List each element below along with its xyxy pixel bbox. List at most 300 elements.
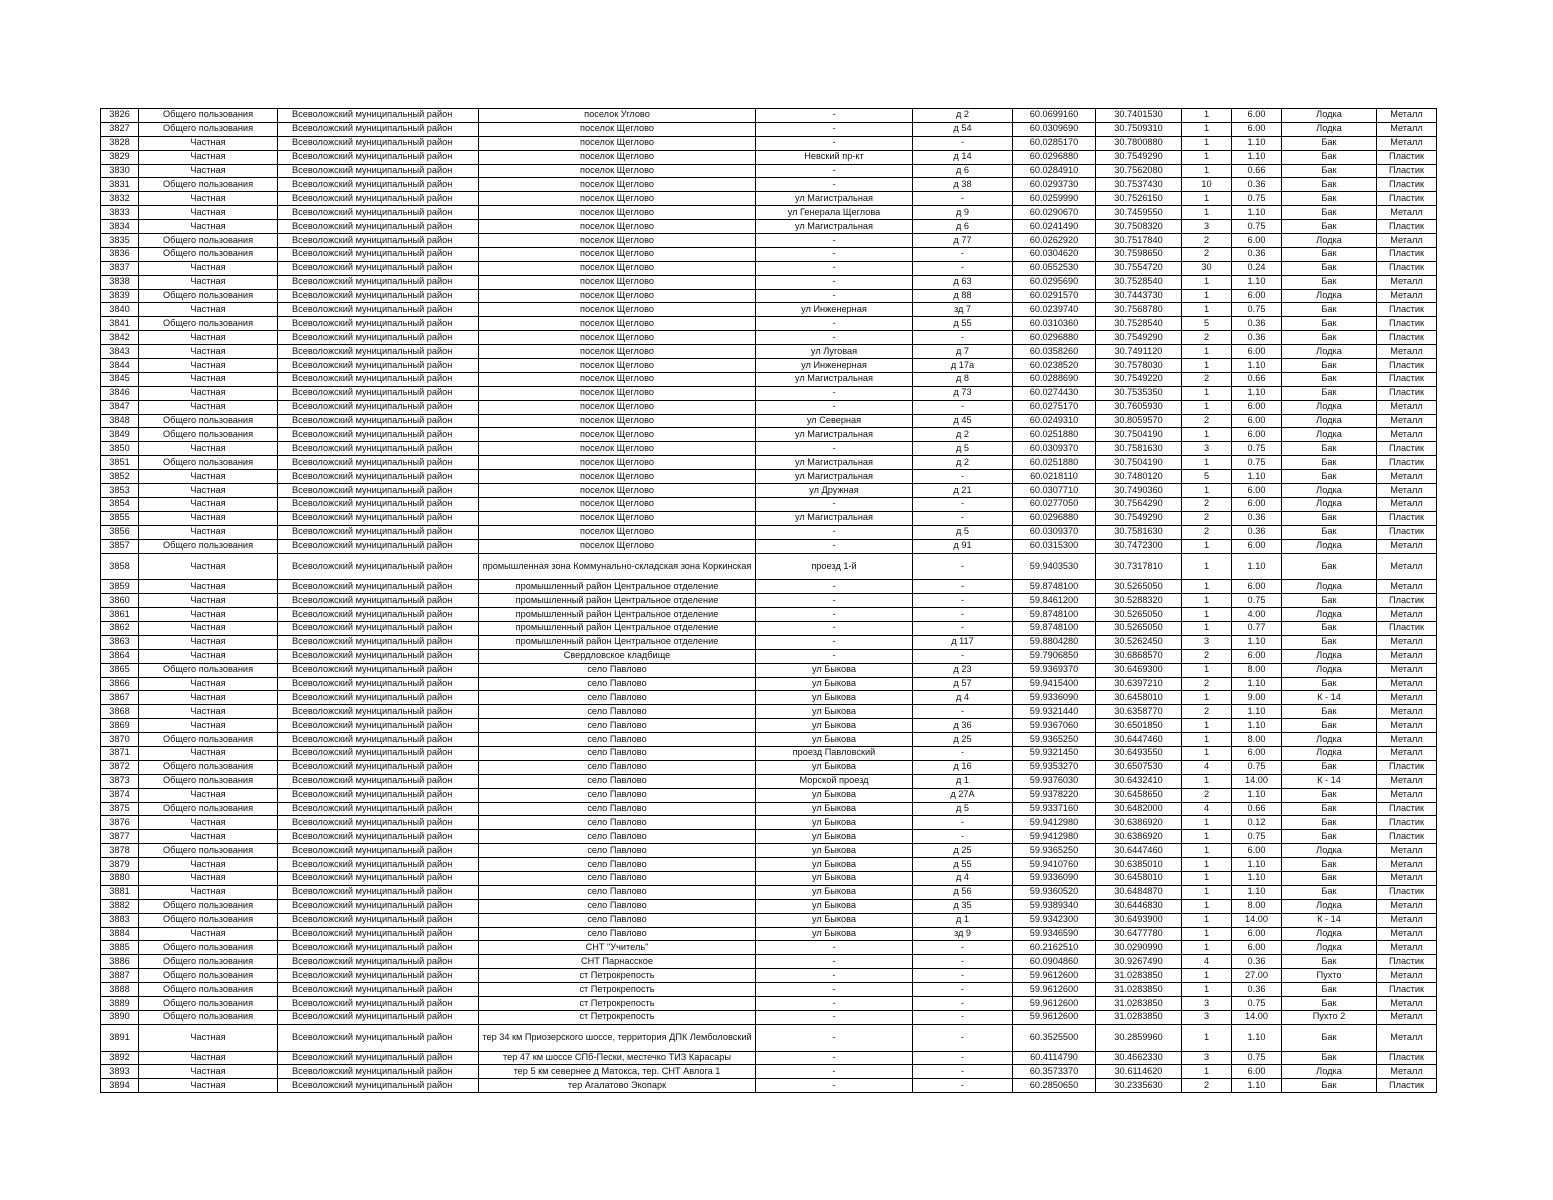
cell-id: 3882 — [101, 899, 139, 913]
cell-lat: 60.2850650 — [1013, 1079, 1096, 1093]
cell-count: 1 — [1182, 621, 1232, 635]
cell-street: ул Инженерная — [756, 303, 913, 317]
cell-count: 1 — [1182, 122, 1232, 136]
cell-lon: 30.7504190 — [1096, 456, 1182, 470]
cell-lat: 60.0275170 — [1013, 400, 1096, 414]
cell-lon: 30.7581630 — [1096, 442, 1182, 456]
cell-lat: 59.9367060 — [1013, 719, 1096, 733]
cell-street: ул Магистральная — [756, 428, 913, 442]
cell-count: 2 — [1182, 414, 1232, 428]
cell-district: Всеволожский муниципальный район — [278, 858, 479, 872]
cell-locality: Свердловское кладбище — [479, 649, 756, 663]
table-row — [101, 359, 1437, 373]
cell-volume: 0.77 — [1232, 621, 1282, 635]
cell-district: Всеволожский муниципальный район — [278, 872, 479, 886]
cell-container: Бак — [1282, 220, 1377, 234]
table-row — [101, 470, 1437, 484]
cell-count: 2 — [1182, 788, 1232, 802]
cell-district: Всеволожский муниципальный район — [278, 719, 479, 733]
cell-street: ул Быкова — [756, 885, 913, 899]
cell-street: ул Быкова — [756, 677, 913, 691]
table-row — [101, 816, 1437, 830]
table-row — [101, 705, 1437, 719]
cell-access: Частная — [139, 816, 278, 830]
cell-lon: 30.7480120 — [1096, 470, 1182, 484]
cell-lat: 60.4114790 — [1013, 1051, 1096, 1065]
cell-lat: 59.9612600 — [1013, 997, 1096, 1011]
cell-house: д 5 — [913, 525, 1013, 539]
cell-access: Общего пользования — [139, 178, 278, 192]
cell-volume: 1.10 — [1232, 470, 1282, 484]
cell-access: Частная — [139, 705, 278, 719]
cell-material: Металл — [1377, 774, 1437, 788]
cell-house: - — [913, 580, 1013, 594]
cell-access: Частная — [139, 372, 278, 386]
table-row — [101, 234, 1437, 248]
cell-street: ул Быкова — [756, 802, 913, 816]
cell-count: 1 — [1182, 663, 1232, 677]
cell-district: Всеволожский муниципальный район — [278, 442, 479, 456]
cell-house: д 16 — [913, 760, 1013, 774]
cell-house: - — [913, 553, 1013, 580]
cell-id: 3849 — [101, 428, 139, 442]
cell-container: Лодка — [1282, 649, 1377, 663]
cell-lat: 60.0293730 — [1013, 178, 1096, 192]
cell-volume: 0.36 — [1232, 983, 1282, 997]
cell-container: Лодка — [1282, 733, 1377, 747]
cell-material: Металл — [1377, 1024, 1437, 1051]
cell-access: Общего пользования — [139, 969, 278, 983]
cell-material: Пластик — [1377, 621, 1437, 635]
cell-access: Общего пользования — [139, 539, 278, 553]
cell-lat: 59.9612600 — [1013, 1010, 1096, 1024]
table-row — [101, 677, 1437, 691]
cell-id: 3892 — [101, 1051, 139, 1065]
cell-container: Бак — [1282, 303, 1377, 317]
cell-lat: 60.0274430 — [1013, 386, 1096, 400]
cell-house: д 38 — [913, 178, 1013, 192]
cell-count: 1 — [1182, 580, 1232, 594]
cell-count: 1 — [1182, 303, 1232, 317]
cell-container: Бак — [1282, 470, 1377, 484]
cell-id: 3836 — [101, 247, 139, 261]
cell-material: Пластик — [1377, 816, 1437, 830]
cell-lat: 59.8804280 — [1013, 635, 1096, 649]
cell-district: Всеволожский муниципальный район — [278, 705, 479, 719]
table-row — [101, 899, 1437, 913]
cell-district: Всеволожский муниципальный район — [278, 899, 479, 913]
cell-lat: 59.9389340 — [1013, 899, 1096, 913]
cell-material: Металл — [1377, 275, 1437, 289]
cell-street: - — [756, 941, 913, 955]
cell-id: 3844 — [101, 359, 139, 373]
cell-count: 1 — [1182, 192, 1232, 206]
cell-material: Металл — [1377, 484, 1437, 498]
cell-locality: село Павлово — [479, 830, 756, 844]
cell-locality: поселок Щеглово — [479, 150, 756, 164]
cell-locality: поселок Щеглово — [479, 261, 756, 275]
table-row — [101, 192, 1437, 206]
table-row — [101, 497, 1437, 511]
cell-street: ул Быкова — [756, 788, 913, 802]
cell-lat: 59.8748100 — [1013, 608, 1096, 622]
cell-street: - — [756, 386, 913, 400]
cell-lat: 60.0309370 — [1013, 442, 1096, 456]
cell-count: 1 — [1182, 594, 1232, 608]
cell-street: - — [756, 497, 913, 511]
cell-house: д 1 — [913, 913, 1013, 927]
cell-material: Пластик — [1377, 150, 1437, 164]
cell-lon: 30.7472300 — [1096, 539, 1182, 553]
cell-count: 3 — [1182, 1010, 1232, 1024]
cell-house: - — [913, 941, 1013, 955]
cell-lat: 59.9336090 — [1013, 872, 1096, 886]
cell-street: ул Луговая — [756, 345, 913, 359]
cell-volume: 9.00 — [1232, 691, 1282, 705]
cell-access: Частная — [139, 858, 278, 872]
cell-material: Пластик — [1377, 594, 1437, 608]
cell-locality: тер Агалатово Экопарк — [479, 1079, 756, 1093]
cell-container: Бак — [1282, 386, 1377, 400]
cell-volume: 6.00 — [1232, 539, 1282, 553]
cell-id: 3893 — [101, 1065, 139, 1079]
table-row — [101, 649, 1437, 663]
table-row — [101, 150, 1437, 164]
cell-material: Пластик — [1377, 456, 1437, 470]
cell-container: Пухто — [1282, 969, 1377, 983]
table-row — [101, 275, 1437, 289]
table-row — [101, 983, 1437, 997]
cell-access: Общего пользования — [139, 109, 278, 123]
table-row — [101, 164, 1437, 178]
cell-district: Всеволожский муниципальный район — [278, 969, 479, 983]
cell-access: Частная — [139, 164, 278, 178]
cell-access: Частная — [139, 885, 278, 899]
cell-container: Бак — [1282, 816, 1377, 830]
cell-lon: 30.7598650 — [1096, 247, 1182, 261]
cell-access: Частная — [139, 303, 278, 317]
table-row — [101, 539, 1437, 553]
cell-container: Бак — [1282, 760, 1377, 774]
table-row — [101, 760, 1437, 774]
cell-lon: 30.5265050 — [1096, 580, 1182, 594]
cell-lat: 60.0241490 — [1013, 220, 1096, 234]
cell-district: Всеволожский муниципальный район — [278, 553, 479, 580]
cell-lat: 60.0295690 — [1013, 275, 1096, 289]
cell-lon: 30.7459550 — [1096, 206, 1182, 220]
cell-district: Всеволожский муниципальный район — [278, 150, 479, 164]
cell-locality: село Павлово — [479, 844, 756, 858]
cell-lat: 60.0309370 — [1013, 525, 1096, 539]
cell-count: 1 — [1182, 275, 1232, 289]
table-row — [101, 691, 1437, 705]
cell-access: Общего пользования — [139, 983, 278, 997]
cell-access: Частная — [139, 511, 278, 525]
cell-id: 3876 — [101, 816, 139, 830]
cell-district: Всеволожский муниципальный район — [278, 663, 479, 677]
cell-volume: 1.10 — [1232, 788, 1282, 802]
cell-count: 4 — [1182, 760, 1232, 774]
cell-material: Пластик — [1377, 442, 1437, 456]
cell-lat: 59.8748100 — [1013, 621, 1096, 635]
cell-house: - — [913, 969, 1013, 983]
cell-district: Всеволожский муниципальный район — [278, 317, 479, 331]
cell-district: Всеволожский муниципальный район — [278, 885, 479, 899]
cell-street: ул Быкова — [756, 927, 913, 941]
cell-street: ул Магистральная — [756, 192, 913, 206]
cell-id: 3877 — [101, 830, 139, 844]
cell-count: 1 — [1182, 733, 1232, 747]
cell-district: Всеволожский муниципальный район — [278, 1079, 479, 1093]
cell-id: 3834 — [101, 220, 139, 234]
cell-material: Пластик — [1377, 955, 1437, 969]
cell-lat: 59.9412980 — [1013, 816, 1096, 830]
cell-house: д 4 — [913, 872, 1013, 886]
cell-container: Лодка — [1282, 345, 1377, 359]
cell-volume: 1.10 — [1232, 635, 1282, 649]
cell-district: Всеволожский муниципальный район — [278, 136, 479, 150]
cell-access: Общего пользования — [139, 760, 278, 774]
cell-lat: 60.0239740 — [1013, 303, 1096, 317]
cell-house: - — [913, 470, 1013, 484]
cell-container: Бак — [1282, 331, 1377, 345]
cell-district: Всеволожский муниципальный район — [278, 788, 479, 802]
cell-lon: 30.7535350 — [1096, 386, 1182, 400]
cell-count: 10 — [1182, 178, 1232, 192]
cell-district: Всеволожский муниципальный район — [278, 428, 479, 442]
cell-house: д 88 — [913, 289, 1013, 303]
cell-locality: село Павлово — [479, 913, 756, 927]
cell-material: Металл — [1377, 844, 1437, 858]
cell-lon: 30.7317810 — [1096, 553, 1182, 580]
cell-container: К - 14 — [1282, 691, 1377, 705]
cell-count: 5 — [1182, 470, 1232, 484]
cell-material: Металл — [1377, 788, 1437, 802]
cell-lat: 60.0296880 — [1013, 511, 1096, 525]
cell-id: 3828 — [101, 136, 139, 150]
cell-container: Лодка — [1282, 663, 1377, 677]
cell-count: 1 — [1182, 899, 1232, 913]
cell-locality: село Павлово — [479, 788, 756, 802]
cell-lat: 60.0307710 — [1013, 484, 1096, 498]
cell-id: 3869 — [101, 719, 139, 733]
cell-house: д 27А — [913, 788, 1013, 802]
cell-container: Лодка — [1282, 1065, 1377, 1079]
cell-street: ул Северная — [756, 414, 913, 428]
table-row — [101, 608, 1437, 622]
cell-material: Пластик — [1377, 525, 1437, 539]
cell-lat: 59.7906850 — [1013, 649, 1096, 663]
cell-lat: 60.0277050 — [1013, 497, 1096, 511]
cell-count: 5 — [1182, 317, 1232, 331]
cell-lon: 30.6446830 — [1096, 899, 1182, 913]
cell-locality: село Павлово — [479, 927, 756, 941]
cell-lon: 31.0283850 — [1096, 997, 1182, 1011]
cell-lon: 30.7528540 — [1096, 275, 1182, 289]
cell-material: Пластик — [1377, 372, 1437, 386]
cell-access: Частная — [139, 470, 278, 484]
cell-street: - — [756, 608, 913, 622]
cell-access: Частная — [139, 691, 278, 705]
cell-id: 3847 — [101, 400, 139, 414]
cell-count: 1 — [1182, 608, 1232, 622]
cell-container: Лодка — [1282, 608, 1377, 622]
cell-material: Пластик — [1377, 192, 1437, 206]
cell-volume: 0.75 — [1232, 997, 1282, 1011]
cell-container: Бак — [1282, 247, 1377, 261]
cell-house: д 77 — [913, 234, 1013, 248]
cell-volume: 0.36 — [1232, 247, 1282, 261]
cell-id: 3873 — [101, 774, 139, 788]
cell-district: Всеволожский муниципальный район — [278, 414, 479, 428]
cell-material: Металл — [1377, 691, 1437, 705]
cell-house: д 55 — [913, 858, 1013, 872]
cell-container: Бак — [1282, 1051, 1377, 1065]
cell-count: 1 — [1182, 400, 1232, 414]
cell-lat: 59.9410760 — [1013, 858, 1096, 872]
cell-lon: 30.6493550 — [1096, 746, 1182, 760]
cell-volume: 6.00 — [1232, 484, 1282, 498]
cell-district: Всеволожский муниципальный район — [278, 525, 479, 539]
cell-street: - — [756, 261, 913, 275]
cell-lat: 60.0218110 — [1013, 470, 1096, 484]
cell-material: Металл — [1377, 997, 1437, 1011]
cell-access: Частная — [139, 261, 278, 275]
cell-material: Металл — [1377, 470, 1437, 484]
cell-locality: поселок Щеглово — [479, 484, 756, 498]
cell-house: д 91 — [913, 539, 1013, 553]
cell-lat: 60.0251880 — [1013, 456, 1096, 470]
cell-volume: 6.00 — [1232, 122, 1282, 136]
cell-access: Частная — [139, 442, 278, 456]
cell-locality: промышленный район Центральное отделение — [479, 621, 756, 635]
cell-id: 3846 — [101, 386, 139, 400]
cell-lat: 59.9365250 — [1013, 733, 1096, 747]
cell-lon: 30.6397210 — [1096, 677, 1182, 691]
cell-count: 3 — [1182, 442, 1232, 456]
cell-house: - — [913, 594, 1013, 608]
cell-lon: 30.7568780 — [1096, 303, 1182, 317]
cell-house: д 36 — [913, 719, 1013, 733]
cell-id: 3879 — [101, 858, 139, 872]
cell-volume: 6.00 — [1232, 289, 1282, 303]
cell-street: ул Магистральная — [756, 511, 913, 525]
cell-lon: 30.5262450 — [1096, 635, 1182, 649]
cell-locality: поселок Щеглово — [479, 359, 756, 373]
cell-locality: поселок Щеглово — [479, 122, 756, 136]
table-row — [101, 719, 1437, 733]
cell-locality: село Павлово — [479, 774, 756, 788]
table-row — [101, 1051, 1437, 1065]
cell-id: 3878 — [101, 844, 139, 858]
table-row — [101, 206, 1437, 220]
cell-lon: 30.7509310 — [1096, 122, 1182, 136]
cell-lat: 60.0904860 — [1013, 955, 1096, 969]
cell-district: Всеволожский муниципальный район — [278, 109, 479, 123]
cell-material: Металл — [1377, 289, 1437, 303]
cell-street: - — [756, 635, 913, 649]
cell-street: - — [756, 525, 913, 539]
cell-volume: 0.12 — [1232, 816, 1282, 830]
cell-district: Всеволожский муниципальный район — [278, 1065, 479, 1079]
cell-house: - — [913, 136, 1013, 150]
cell-street: - — [756, 1065, 913, 1079]
cell-locality: поселок Щеглово — [479, 317, 756, 331]
cell-district: Всеволожский муниципальный район — [278, 580, 479, 594]
cell-locality: поселок Щеглово — [479, 178, 756, 192]
cell-district: Всеволожский муниципальный район — [278, 303, 479, 317]
cell-material: Металл — [1377, 969, 1437, 983]
cell-street: проезд 1-й — [756, 553, 913, 580]
table-row — [101, 997, 1437, 1011]
cell-lon: 30.7549290 — [1096, 331, 1182, 345]
cell-district: Всеволожский муниципальный район — [278, 760, 479, 774]
cell-district: Всеволожский муниципальный район — [278, 192, 479, 206]
cell-count: 1 — [1182, 830, 1232, 844]
cell-material: Пластик — [1377, 760, 1437, 774]
cell-container: Бак — [1282, 983, 1377, 997]
cell-container: Бак — [1282, 802, 1377, 816]
cell-house: д 25 — [913, 733, 1013, 747]
cell-access: Общего пользования — [139, 428, 278, 442]
cell-street: ул Генерала Щеглова — [756, 206, 913, 220]
cell-id: 3837 — [101, 261, 139, 275]
cell-volume: 1.10 — [1232, 1079, 1282, 1093]
cell-lat: 59.9346590 — [1013, 927, 1096, 941]
cell-district: Всеволожский муниципальный район — [278, 345, 479, 359]
cell-id: 3861 — [101, 608, 139, 622]
cell-locality: промышленный район Центральное отделение — [479, 635, 756, 649]
cell-street: ул Инженерная — [756, 359, 913, 373]
cell-lon: 30.6432410 — [1096, 774, 1182, 788]
cell-volume: 1.10 — [1232, 359, 1282, 373]
cell-access: Общего пользования — [139, 802, 278, 816]
cell-material: Металл — [1377, 719, 1437, 733]
cell-container: Бак — [1282, 359, 1377, 373]
cell-district: Всеволожский муниципальный район — [278, 164, 479, 178]
cell-volume: 1.10 — [1232, 885, 1282, 899]
cell-volume: 1.10 — [1232, 677, 1282, 691]
cell-volume: 1.10 — [1232, 136, 1282, 150]
cell-lat: 59.9369370 — [1013, 663, 1096, 677]
cell-id: 3864 — [101, 649, 139, 663]
cell-count: 2 — [1182, 331, 1232, 345]
cell-count: 1 — [1182, 289, 1232, 303]
cell-house: д 54 — [913, 122, 1013, 136]
cell-locality: село Павлово — [479, 760, 756, 774]
cell-count: 1 — [1182, 844, 1232, 858]
table-row — [101, 913, 1437, 927]
cell-street: - — [756, 234, 913, 248]
cell-material: Металл — [1377, 941, 1437, 955]
cell-container: Бак — [1282, 885, 1377, 899]
cell-material: Пластик — [1377, 802, 1437, 816]
cell-district: Всеволожский муниципальный район — [278, 497, 479, 511]
cell-access: Общего пользования — [139, 774, 278, 788]
cell-volume: 0.66 — [1232, 802, 1282, 816]
cell-access: Частная — [139, 275, 278, 289]
cell-volume: 1.10 — [1232, 150, 1282, 164]
cell-id: 3894 — [101, 1079, 139, 1093]
cell-lat: 60.0310360 — [1013, 317, 1096, 331]
cell-access: Общего пользования — [139, 733, 278, 747]
cell-district: Всеволожский муниципальный район — [278, 289, 479, 303]
cell-house: д 73 — [913, 386, 1013, 400]
cell-count: 1 — [1182, 816, 1232, 830]
cell-count: 2 — [1182, 677, 1232, 691]
cell-house: - — [913, 1010, 1013, 1024]
cell-lon: 30.7562080 — [1096, 164, 1182, 178]
